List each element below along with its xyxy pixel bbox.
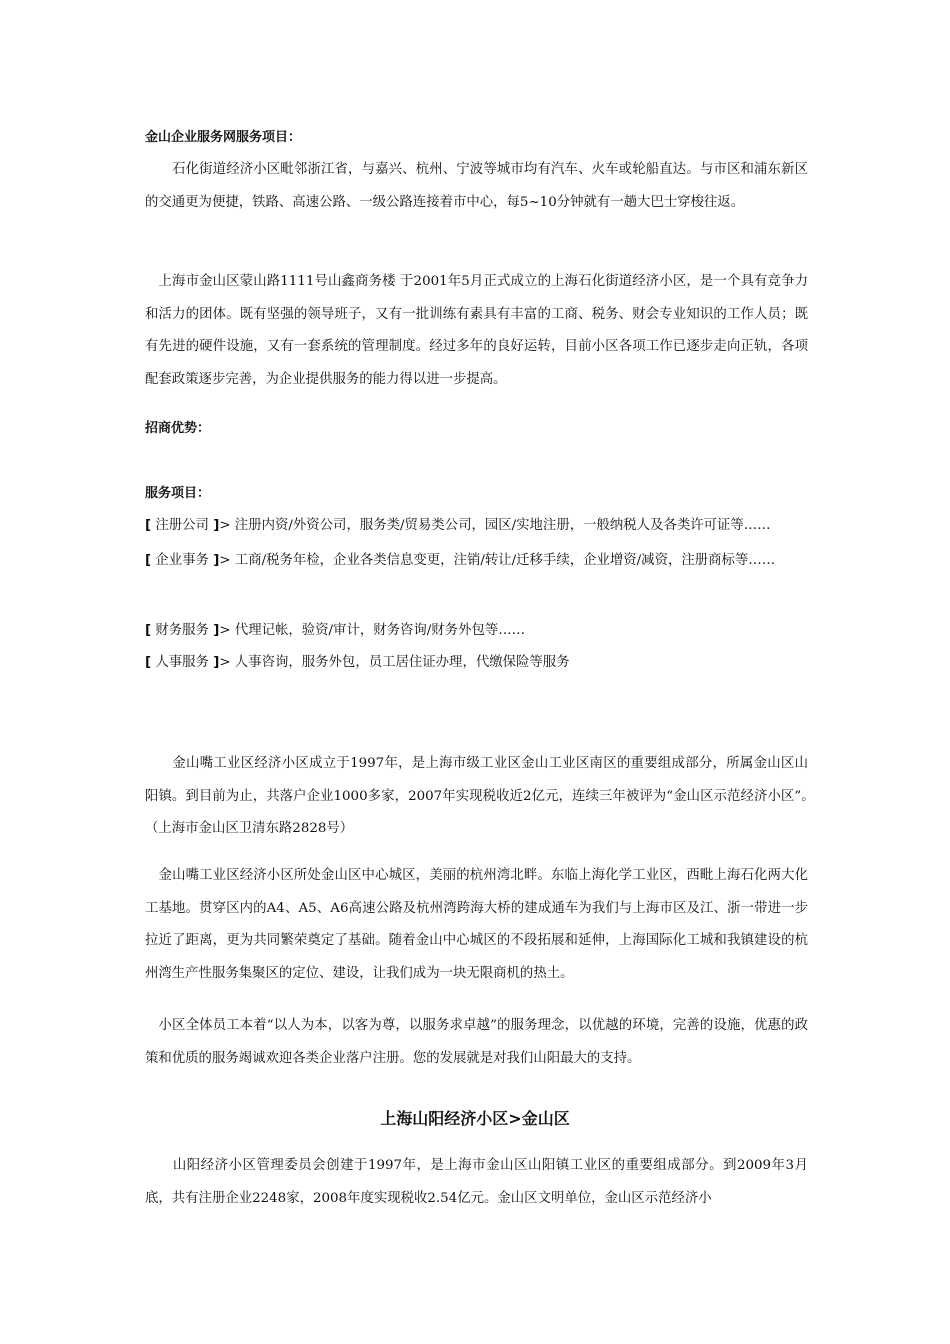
service-item-register bbox=[145, 513, 808, 539]
service-name: 注册公司 bbox=[151, 518, 214, 533]
shihua-detail-paragraph: 上海市金山区蒙山路1111号山鑫商务楼 于2001年5月正式成立的上海石化街道经济小区，是一个具有竞争力和活力的团体。既有坚强的领导班子，又有一批训练有素具有丰富的工商、税务、财会专业知识的工作人员；既有先进的硬件设施，又有一套系统的管理制度。经过多年的良好运转，目前小区各项工作已逐步走向正轨，各项配套政策逐步完善，为企业提供服务的能力得以进一步提高。 bbox=[145, 274, 808, 387]
jinshanzui-intro-paragraph: 金山嘴工业区经济小区成立于1997年，是上海市级工业区金山工业区南区的重要组成部分，所属金山区山阳镇。到目前为止，共落户企业1000多家，2007年实现税收近2亿元，连续三年被评为“金山区示范经济小区”。 （上海市金山区卫清东路2828号） bbox=[145, 756, 822, 836]
service-name: 财务服务 bbox=[151, 623, 214, 638]
service-item-affairs bbox=[145, 548, 808, 574]
shihua-intro-paragraph: 石化街道经济小区毗邻浙江省，与嘉兴、杭州、宁波等城市均有汽车、火车或轮船直达。与市区和浦东新区的交通更为便捷，铁路、高速公路、一级公路连接着市中心，每5~10分钟就有一趟大巴士穿梭往返。 bbox=[145, 162, 808, 210]
bracket-close: ] bbox=[213, 553, 220, 568]
bracket-open: [ bbox=[145, 553, 152, 568]
service-item-hr bbox=[145, 650, 808, 676]
advantages-heading: 招商优势： bbox=[145, 421, 211, 436]
bracket-open: [ bbox=[145, 623, 152, 638]
service-desc: > 代理记帐，验资/审计，财务咨询/财务外包等…… bbox=[219, 623, 526, 638]
shanyang-intro-paragraph: 山阳经济小区管理委员会创建于1997年，是上海市金山区山阳镇工业区的重要组成部分。到2009年3月底，共有注册企业2248家，2008年度实现税收2.54亿元。金山区文明单位，金山区示范经济小 bbox=[145, 1158, 808, 1206]
jinshanzui-location-paragraph: 金山嘴工业区经济小区所处金山区中心城区，美丽的杭州湾北畔。东临上海化学工业区，西毗上海石化两大化工基地。贯穿区内的A4、A5、A6高速公路及杭州湾跨海大桥的建成通车为我们与上海市区及江、浙一带进一步拉近了距离，更为共同繁荣奠定了基础。随着金山中心城区的不段拓展和延伸，上海国际化工城和我镇建设的杭州湾生产性服务集聚区的定位、建设，让我们成为一块无限商机的热土。 bbox=[145, 868, 808, 981]
shanyang-title: 上海山阳经济小区>金山区 bbox=[380, 1109, 570, 1128]
service-desc: > 人事咨询，服务外包，员工居住证办理，代缴保险等服务 bbox=[219, 655, 570, 670]
services-heading: 服务项目： bbox=[145, 486, 211, 501]
service-name: 人事服务 bbox=[151, 655, 214, 670]
service-item-finance bbox=[145, 618, 808, 644]
service-network-heading: 金山企业服务网服务项目： bbox=[145, 130, 302, 145]
jinshanzui-service-paragraph: 小区全体员工本着“以人为本，以客为尊，以服务求卓越”的服务理念，以优越的环境，完善的设施，优惠的政策和优质的服务竭诚欢迎各类企业落户注册。您的发展就是对我们山阳最大的支持。 bbox=[145, 1018, 808, 1066]
bracket-close: ] bbox=[213, 518, 220, 533]
service-name: 企业事务 bbox=[151, 553, 214, 568]
bracket-open: [ bbox=[145, 655, 152, 670]
bracket-close: ] bbox=[213, 623, 220, 638]
service-desc: > 工商/税务年检，企业各类信息变更，注销/转让/迁移手续，企业增资/减资，注册商标等…… bbox=[219, 553, 776, 568]
service-desc: > 注册内资/外资公司，服务类/贸易类公司，园区/实地注册，一般纳税人及各类许可证等…… bbox=[219, 518, 771, 533]
bracket-close: ] bbox=[213, 655, 220, 670]
bracket-open: [ bbox=[145, 518, 152, 533]
